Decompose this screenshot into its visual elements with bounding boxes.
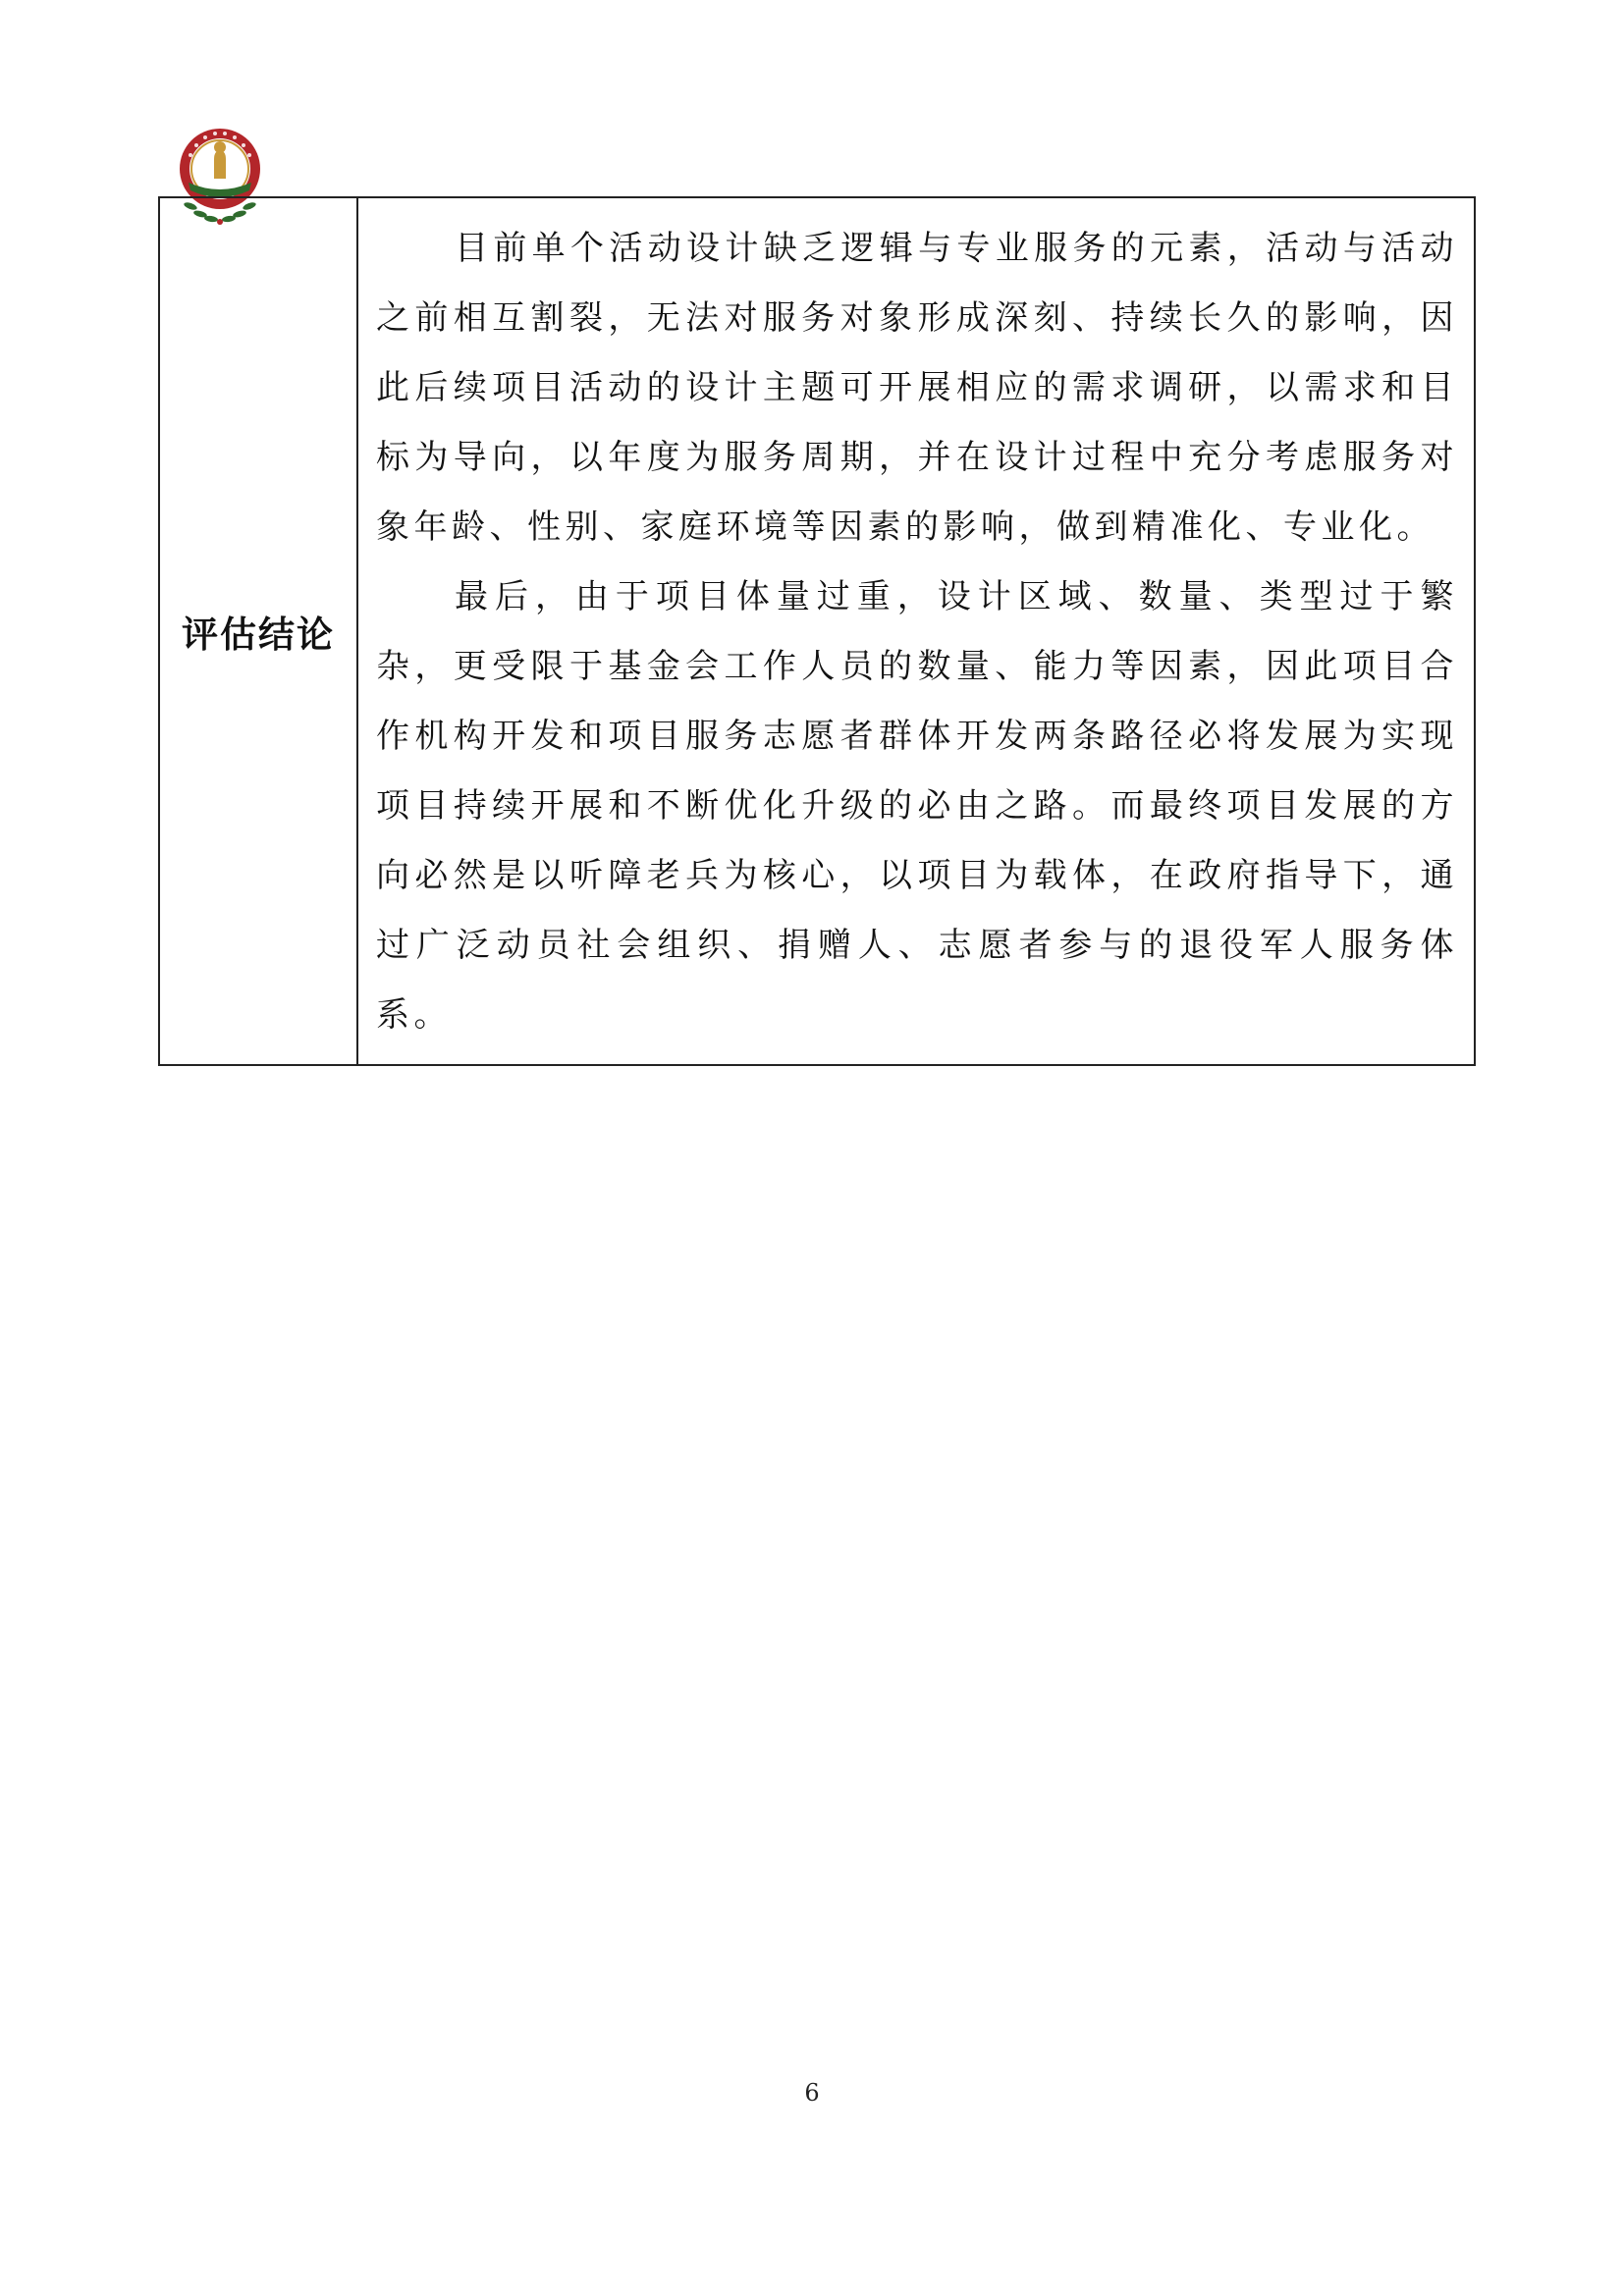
label-cell: [159, 197, 357, 1065]
table-row: [159, 197, 1475, 1065]
conclusion-paragraph-1: 目前单个活动设计缺乏逻辑与专业服务的元素，活动与活动之前相互割裂，无法对服务对象形成深刻、持续长久的影响，因此后续项目活动的设计主题可开展相应的需求调研，以需求和目标为导向，以年度为服务周期，并在设计过程中充分考虑服务对象年龄、性别、家庭环境等因素的影响，做到精准化、专业化。: [376, 229, 1458, 547]
content-cell: [357, 197, 1475, 1065]
evaluation-conclusion-label: 评估结论: [182, 614, 335, 656]
page-number: 6: [804, 2079, 820, 2107]
conclusion-paragraph-2: 最后，由于项目体量过重，设计区域、数量、类型过于繁杂，更受限于基金会工作人员的数量、能力等因素，因此项目合作机构开发和项目服务志愿者群体开发两条路径必将发展为实现项目持续开展和不断优化升级的必由之路。而最终项目发展的方向必然是以听障老兵为核心，以项目为载体，在政府指导下，通过广泛动员社会组织、捐赠人、志愿者参与的退役军人服务体系。: [376, 577, 1458, 1035]
evaluation-table: [158, 196, 1476, 1066]
